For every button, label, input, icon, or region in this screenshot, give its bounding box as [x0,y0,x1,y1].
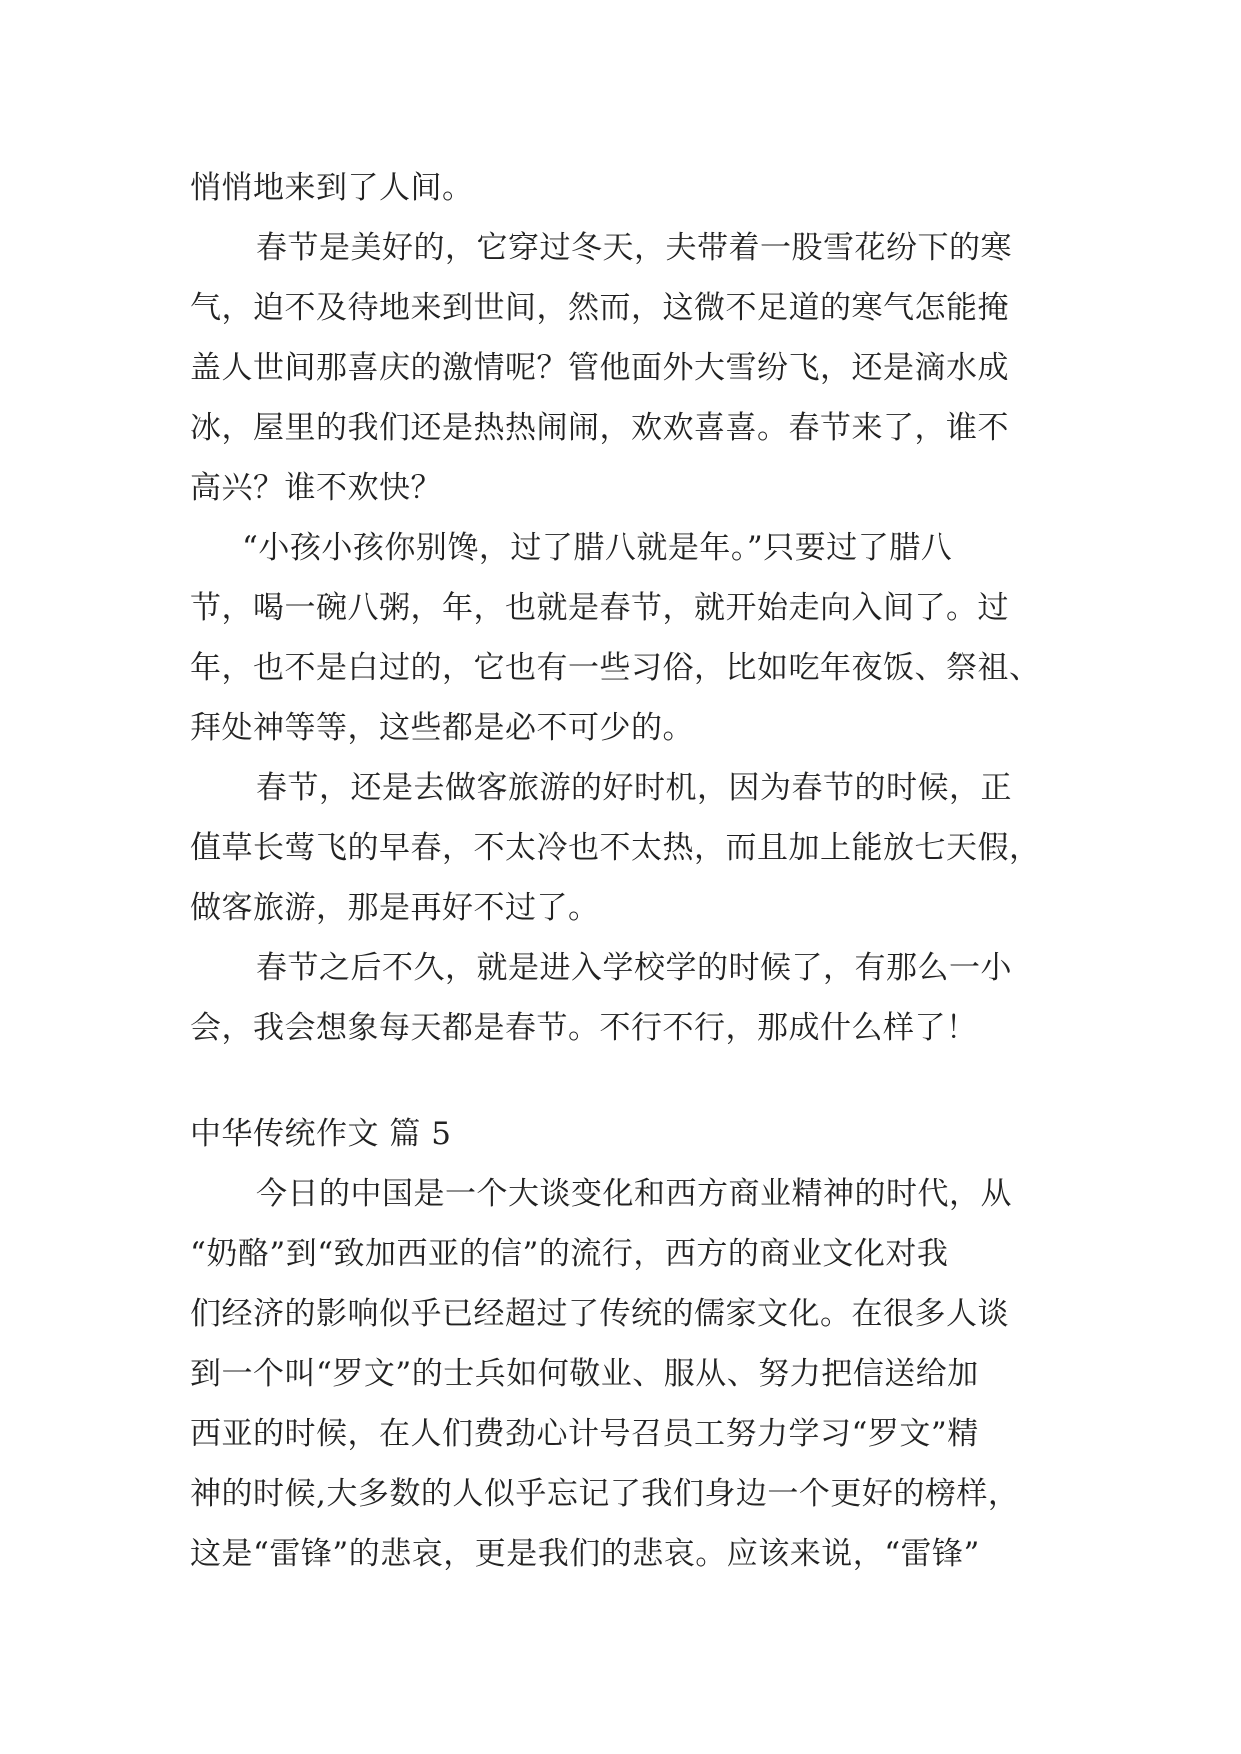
text-line: 西亚的时候，在人们费劲心计号召员工努力学习“罗文”精 [190,1416,979,1452]
text-line: 年，也不是白过的，它也有一些习俗，比如吃年夜饭、祭祖、 [190,650,1041,686]
text-line: “小孩小孩你别馋，过了腊八就是年。”只要过了腊八 [242,530,953,566]
text-line: 节，喝一碗八粥，年，也就是春节，就开始走向入间了。过 [190,590,1009,626]
section-gap [190,1058,1060,1104]
text-line: 会，我会想象每天都是春节。不行不行，那成什么样了！ [190,1010,978,1046]
text-line: 到一个叫“罗文”的士兵如何敬业、服从、努力把信送给加 [190,1356,979,1392]
text-line: 神的时候,大多数的人似乎忘记了我们身边一个更好的榜样， [190,1476,1020,1512]
section-heading: 中华传统作文 篇 5 [190,1116,452,1152]
text-line: 盖人世间那喜庆的激情呢？管他面外大雪纷飞，还是滴水成 [190,350,1009,386]
text-line: 们经济的影响似乎已经超过了传统的儒家文化。在很多人谈 [190,1296,1009,1332]
text-line: 这是“雷锋”的悲哀，更是我们的悲哀。应该来说，“雷锋” [190,1536,980,1572]
text-line: 高兴？谁不欢快？ [190,470,442,506]
text-line: 做客旅游，那是再好不过了。 [190,890,600,926]
document-body [190,158,1060,1584]
text-line: 悄悄地来到了人间。 [190,170,474,206]
text-line: 气，迫不及待地来到世间，然而，这微不足道的寒气怎能掩 [190,290,1009,326]
text-line: 春节之后不久，就是进入学校学的时候了，有那么一小 [256,950,1012,986]
text-line: 值草长莺飞的早春，不太冷也不太热，而且加上能放七天假， [190,830,1041,866]
text-line: 冰，屋里的我们还是热热闹闹，欢欢喜喜。春节来了，谁不 [190,410,1009,446]
text-line: 春节，还是去做客旅游的好时机，因为春节的时候，正 [256,770,1012,806]
text-line: 春节是美好的，它穿过冬天，夫带着一股雪花纷下的寒 [256,230,1012,266]
text-line: “奶酪”到“致加西亚的信”的流行，西方的商业文化对我 [190,1236,949,1272]
text-line: 拜处神等等，这些都是必不可少的。 [190,710,694,746]
text-line: 今日的中国是一个大谈变化和西方商业精神的时代，从 [256,1176,1012,1212]
